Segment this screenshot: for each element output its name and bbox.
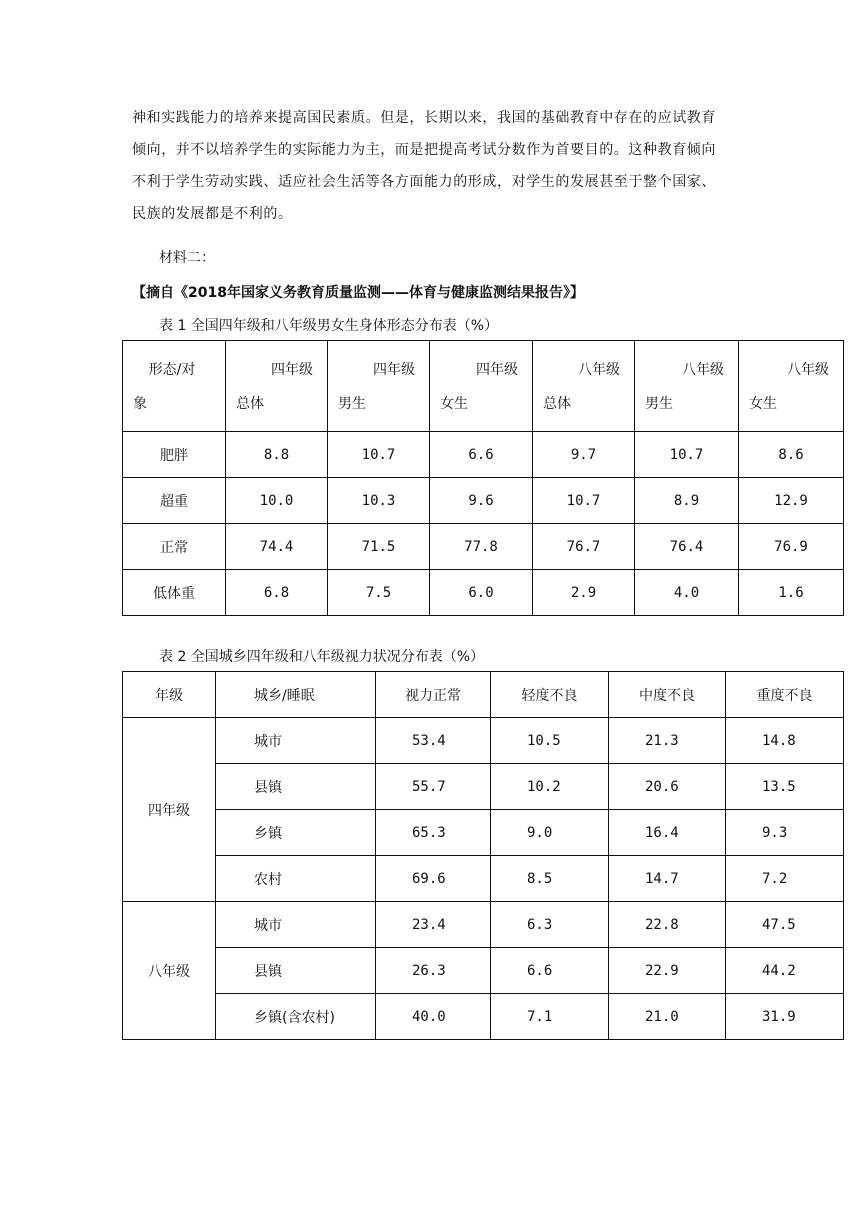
- table-cell: 76.7: [533, 524, 635, 570]
- table-cell: 9.3: [726, 810, 844, 856]
- paragraph-line: 倾向，并不以培养学生的实际能力为主，而是把提高考试分数作为首要目的。这种教育倾向: [132, 142, 716, 158]
- table-cell: 9.6: [430, 478, 533, 524]
- table-cell: 9.7: [533, 432, 635, 478]
- table-cell: 20.6: [609, 764, 726, 810]
- header-cell: 重度不良: [726, 672, 844, 718]
- table-cell: 10.7: [328, 432, 430, 478]
- table-cell: 8.6: [739, 432, 844, 478]
- table-cell: 21.3: [609, 718, 726, 764]
- header-cell: 八年级 女生: [739, 341, 844, 432]
- table-cell: 10.7: [533, 478, 635, 524]
- paragraph-line: 不利于学生劳动实践、适应社会生活等各方面能力的形成，对学生的发展甚至于整个国家、: [132, 174, 716, 190]
- table-row: [123, 524, 844, 570]
- header-cell: 八年级 男生: [635, 341, 739, 432]
- table-cell: 10.3: [328, 478, 430, 524]
- table-cell: 7.2: [726, 856, 844, 902]
- header-cell: 轻度不良: [491, 672, 609, 718]
- area-cell: 城市: [216, 902, 376, 948]
- header-cell: 中度不良: [609, 672, 726, 718]
- table-cell: 76.9: [739, 524, 844, 570]
- table-row: [123, 432, 844, 478]
- row-label: 低体重: [123, 570, 226, 616]
- table-cell: 14.7: [609, 856, 726, 902]
- body-paragraph: [132, 102, 732, 230]
- table-row: [123, 810, 844, 856]
- table1-caption: 表 1 全国四年级和八年级男女生身体形态分布表（%）: [159, 318, 499, 334]
- table-cell: 40.0: [376, 994, 491, 1040]
- table-row: [123, 570, 844, 616]
- body-shape-table: [122, 340, 844, 616]
- table-cell: 22.8: [609, 902, 726, 948]
- table-row: [123, 948, 844, 994]
- vision-table: [122, 671, 844, 1040]
- header-cell: 年级: [123, 672, 216, 718]
- header-cell: 四年级 女生: [430, 341, 533, 432]
- table-cell: 6.6: [430, 432, 533, 478]
- table-cell: 74.4: [226, 524, 328, 570]
- paragraph-line: 民族的发展都是不利的。: [132, 206, 293, 222]
- table-cell: 10.5: [491, 718, 609, 764]
- table-cell: 2.9: [533, 570, 635, 616]
- table-row: [123, 718, 844, 764]
- table-cell: 23.4: [376, 902, 491, 948]
- area-cell: 县镇: [216, 948, 376, 994]
- table-cell: 6.3: [491, 902, 609, 948]
- table-cell: 47.5: [726, 902, 844, 948]
- area-cell: 县镇: [216, 764, 376, 810]
- table-cell: 53.4: [376, 718, 491, 764]
- header-cell: 形态/对 象: [123, 341, 226, 432]
- area-cell: 乡镇: [216, 810, 376, 856]
- area-cell: 城市: [216, 718, 376, 764]
- table-cell: 10.2: [491, 764, 609, 810]
- table-row: [123, 994, 844, 1040]
- table-cell: 7.1: [491, 994, 609, 1040]
- table-cell: 7.5: [328, 570, 430, 616]
- table-cell: 71.5: [328, 524, 430, 570]
- table-cell: 13.5: [726, 764, 844, 810]
- table1-header-row: [123, 341, 844, 432]
- table-cell: 16.4: [609, 810, 726, 856]
- table-cell: 10.7: [635, 432, 739, 478]
- table-row: [123, 856, 844, 902]
- paragraph-line: 神和实践能力的培养来提高国民素质。但是，长期以来，我国的基础教育中存在的应试教育: [132, 110, 716, 126]
- table-row: [123, 478, 844, 524]
- table2-caption: 表 2 全国城乡四年级和八年级视力状况分布表（%）: [159, 649, 485, 665]
- area-cell: 乡镇(含农村): [216, 994, 376, 1040]
- table-cell: 6.8: [226, 570, 328, 616]
- header-cell: 视力正常: [376, 672, 491, 718]
- header-cell: 城乡/睡眠: [216, 672, 376, 718]
- table-cell: 6.0: [430, 570, 533, 616]
- table-cell: 14.8: [726, 718, 844, 764]
- table-cell: 4.0: [635, 570, 739, 616]
- source-citation: 【摘自《2018年国家义务教育质量监测——体育与健康监测结果报告》】: [132, 285, 584, 301]
- table-cell: 9.0: [491, 810, 609, 856]
- table-cell: 6.6: [491, 948, 609, 994]
- table2-header-row: [123, 672, 844, 718]
- table-row: [123, 902, 844, 948]
- grade-cell: 四年级: [123, 718, 216, 902]
- table-cell: 22.9: [609, 948, 726, 994]
- table-cell: 8.9: [635, 478, 739, 524]
- table-cell: 69.6: [376, 856, 491, 902]
- header-cell: 四年级 男生: [328, 341, 430, 432]
- table-cell: 31.9: [726, 994, 844, 1040]
- table-cell: 12.9: [739, 478, 844, 524]
- table-cell: 65.3: [376, 810, 491, 856]
- table-cell: 26.3: [376, 948, 491, 994]
- table-cell: 8.8: [226, 432, 328, 478]
- row-label: 超重: [123, 478, 226, 524]
- row-label: 正常: [123, 524, 226, 570]
- header-cell: 四年级 总体: [226, 341, 328, 432]
- table-cell: 8.5: [491, 856, 609, 902]
- header-cell: 八年级 总体: [533, 341, 635, 432]
- table-cell: 76.4: [635, 524, 739, 570]
- table-cell: 21.0: [609, 994, 726, 1040]
- material-label: 材料二：: [159, 250, 215, 266]
- row-label: 肥胖: [123, 432, 226, 478]
- area-cell: 农村: [216, 856, 376, 902]
- table-cell: 10.0: [226, 478, 328, 524]
- table-cell: 44.2: [726, 948, 844, 994]
- table-cell: 55.7: [376, 764, 491, 810]
- table-cell: 77.8: [430, 524, 533, 570]
- grade-cell: 八年级: [123, 902, 216, 1040]
- table-row: [123, 764, 844, 810]
- table-cell: 1.6: [739, 570, 844, 616]
